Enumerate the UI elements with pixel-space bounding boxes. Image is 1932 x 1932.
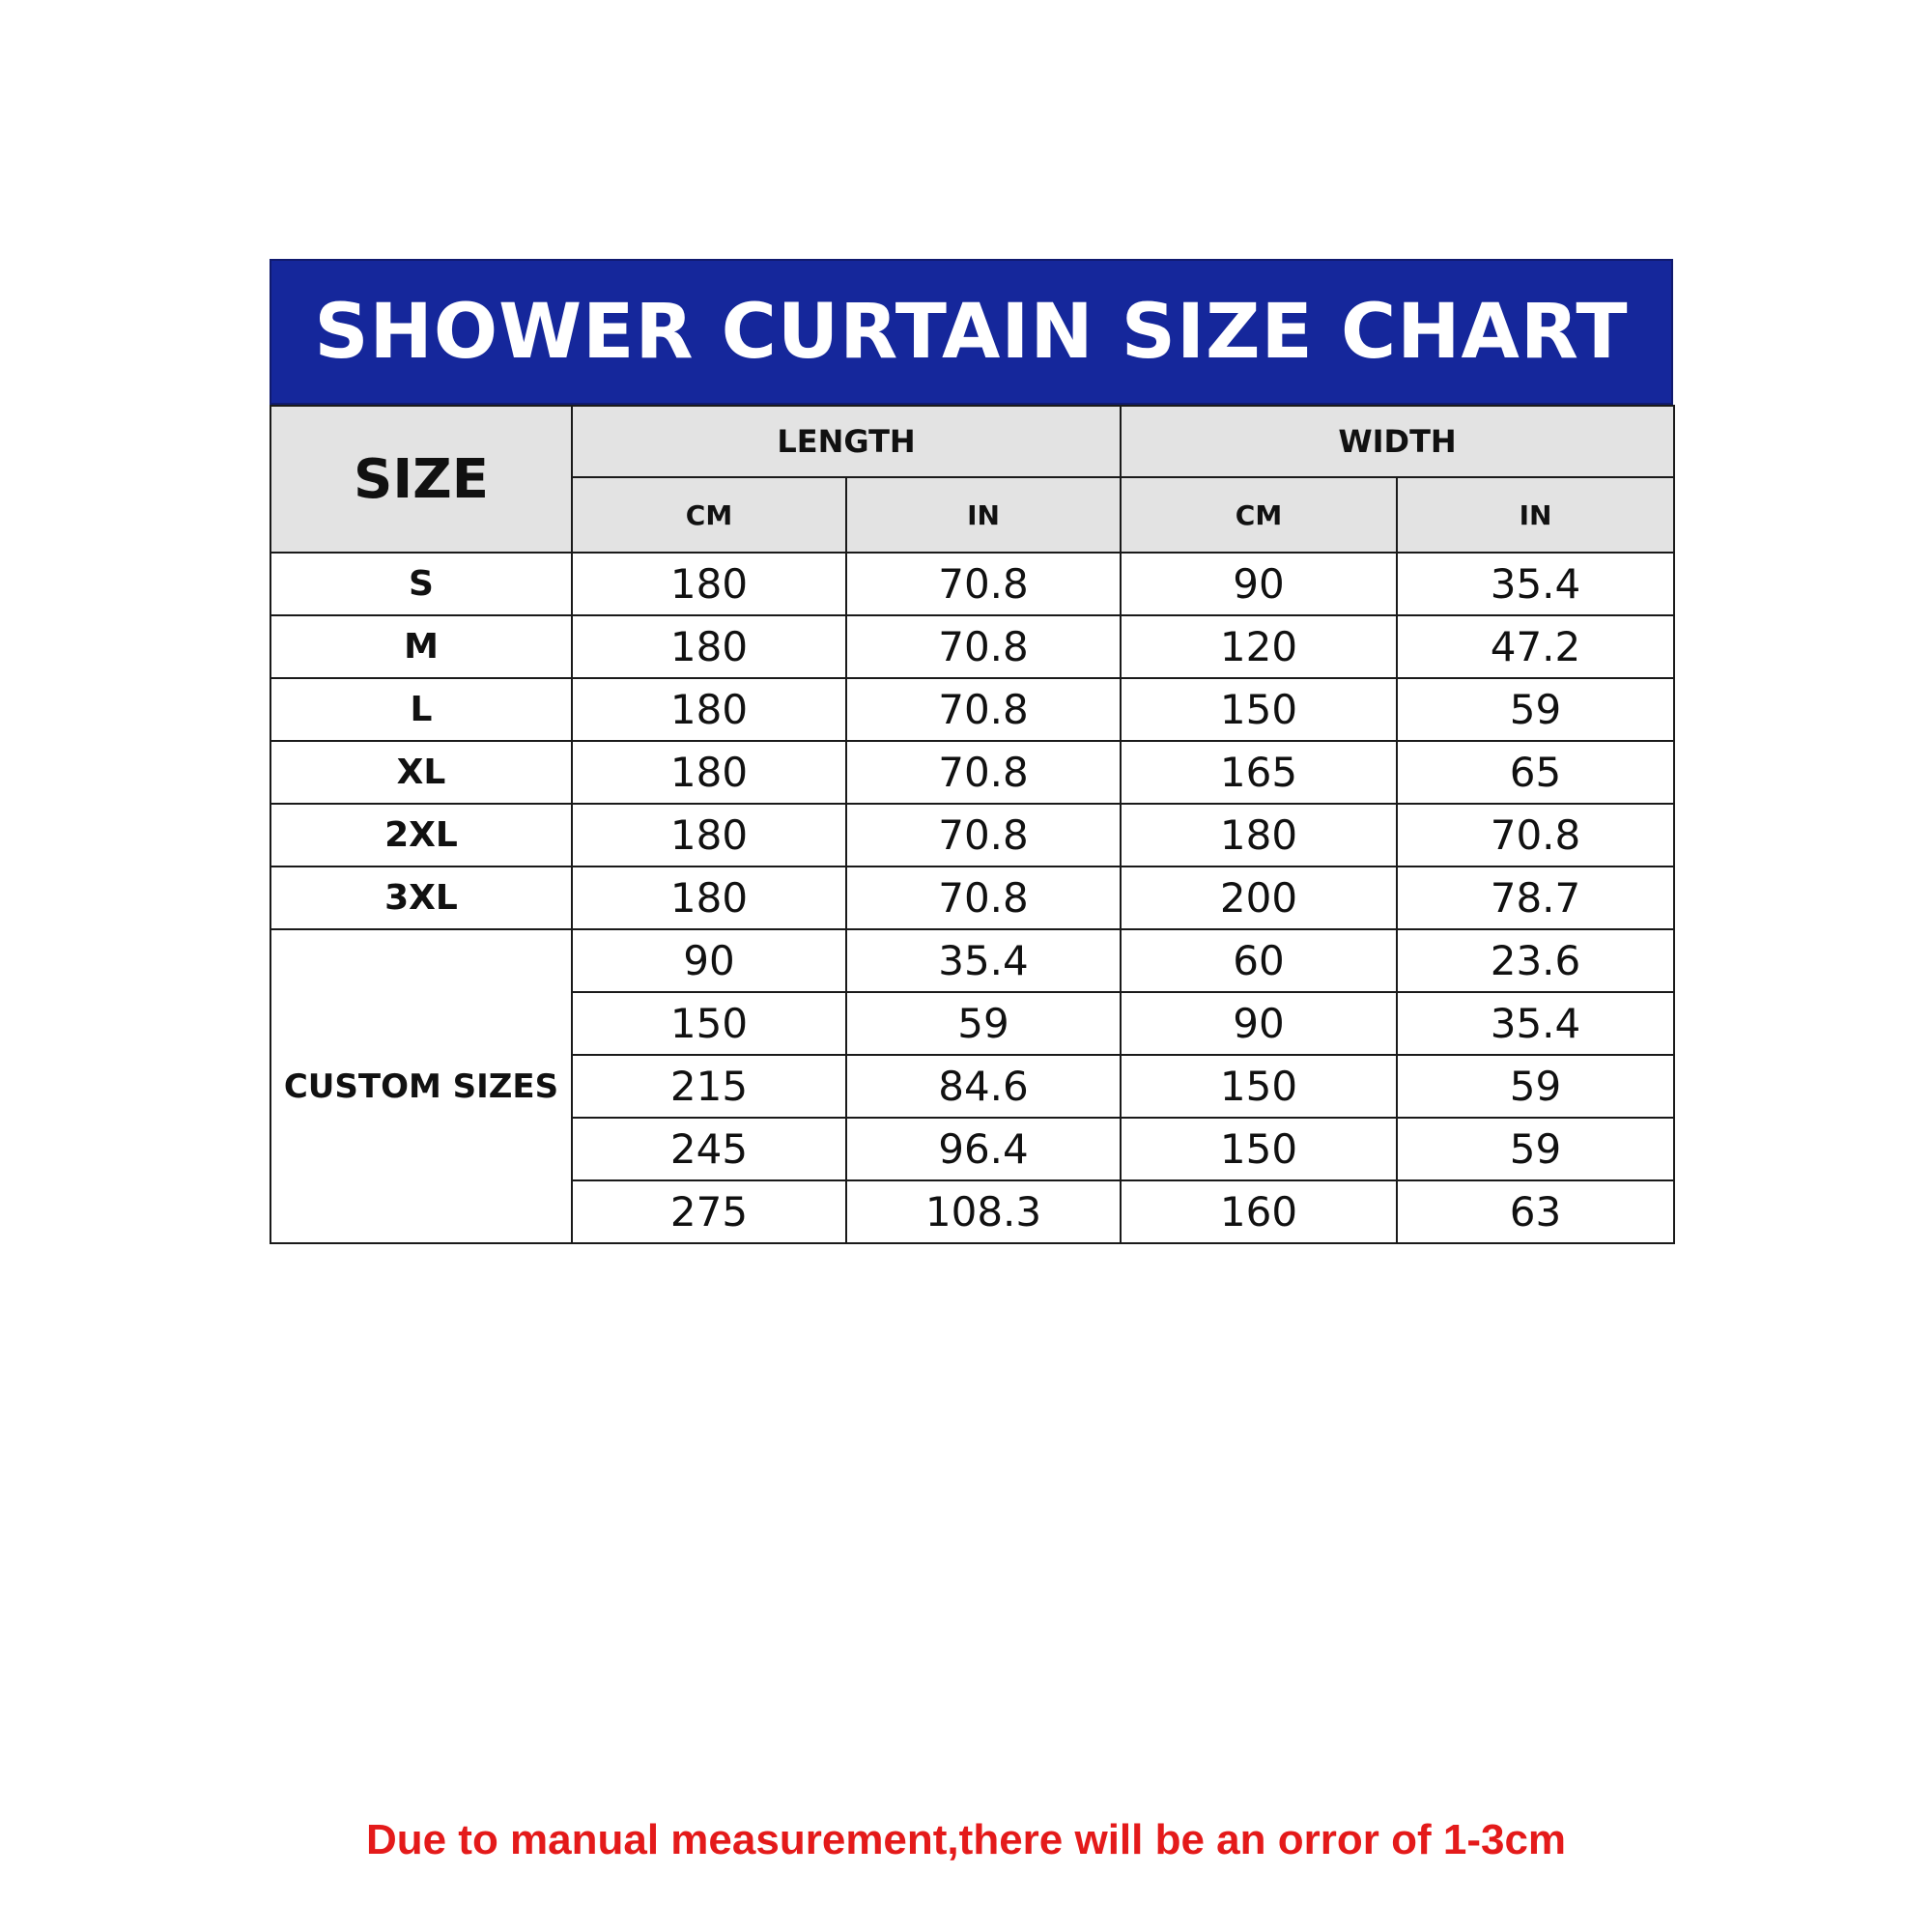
length-cm-header: CM [572,477,846,553]
cell-width-cm: 150 [1121,1118,1397,1180]
table-row [270,678,1674,741]
cell-length-cm: 180 [572,678,846,741]
cell-length-in: 70.8 [846,678,1121,741]
cell-length-cm: 150 [572,992,846,1055]
cell-length-cm: 180 [572,804,846,867]
custom-sizes-label: CUSTOM SIZES [270,929,572,1243]
cell-width-in: 59 [1397,1118,1674,1180]
cell-width-in: 78.7 [1397,867,1674,929]
size-header: SIZE [270,406,572,553]
cell-length-cm: 275 [572,1180,846,1243]
size-label: S [270,553,572,615]
size-chart [270,259,1673,1244]
cell-length-in: 108.3 [846,1180,1121,1243]
cell-length-cm: 180 [572,615,846,678]
cell-width-cm: 165 [1121,741,1397,804]
table-row [270,615,1674,678]
cell-width-cm: 90 [1121,553,1397,615]
length-in-header: IN [846,477,1121,553]
cell-width-cm: 60 [1121,929,1397,992]
cell-width-cm: 200 [1121,867,1397,929]
cell-length-cm: 245 [572,1118,846,1180]
cell-length-in: 96.4 [846,1118,1121,1180]
cell-width-cm: 90 [1121,992,1397,1055]
size-table [270,405,1675,1244]
cell-length-cm: 180 [572,741,846,804]
table-row [270,553,1674,615]
cell-length-cm: 215 [572,1055,846,1118]
table-row [270,804,1674,867]
cell-width-in: 47.2 [1397,615,1674,678]
cell-width-in: 70.8 [1397,804,1674,867]
measurement-note: Due to manual measurement,there will be an orror of 1-3cm [365,1816,1567,1863]
cell-width-cm: 160 [1121,1180,1397,1243]
chart-title: SHOWER CURTAIN SIZE CHART [314,288,1629,376]
cell-length-in: 35.4 [846,929,1121,992]
cell-length-in: 59 [846,992,1121,1055]
size-label: XL [270,741,572,804]
cell-width-cm: 150 [1121,1055,1397,1118]
cell-width-in: 59 [1397,678,1674,741]
table-row [270,741,1674,804]
cell-width-in: 63 [1397,1180,1674,1243]
table-row [270,867,1674,929]
cell-length-cm: 180 [572,867,846,929]
table-body [270,553,1674,1243]
cell-length-in: 70.8 [846,615,1121,678]
cell-length-in: 84.6 [846,1055,1121,1118]
width-cm-header: CM [1121,477,1397,553]
custom-row [270,929,1674,992]
cell-length-in: 70.8 [846,741,1121,804]
size-label: L [270,678,572,741]
size-label: 2XL [270,804,572,867]
cell-length-in: 70.8 [846,867,1121,929]
cell-length-in: 70.8 [846,553,1121,615]
title-bar [270,259,1673,405]
cell-length-cm: 90 [572,929,846,992]
width-in-header: IN [1397,477,1674,553]
cell-width-in: 65 [1397,741,1674,804]
cell-width-cm: 180 [1121,804,1397,867]
size-label: 3XL [270,867,572,929]
cell-width-in: 23.6 [1397,929,1674,992]
cell-length-in: 70.8 [846,804,1121,867]
size-label: M [270,615,572,678]
cell-width-cm: 150 [1121,678,1397,741]
cell-width-in: 35.4 [1397,992,1674,1055]
length-header: LENGTH [572,406,1121,477]
cell-width-in: 59 [1397,1055,1674,1118]
cell-width-in: 35.4 [1397,553,1674,615]
cell-width-cm: 120 [1121,615,1397,678]
cell-length-cm: 180 [572,553,846,615]
width-header: WIDTH [1121,406,1674,477]
